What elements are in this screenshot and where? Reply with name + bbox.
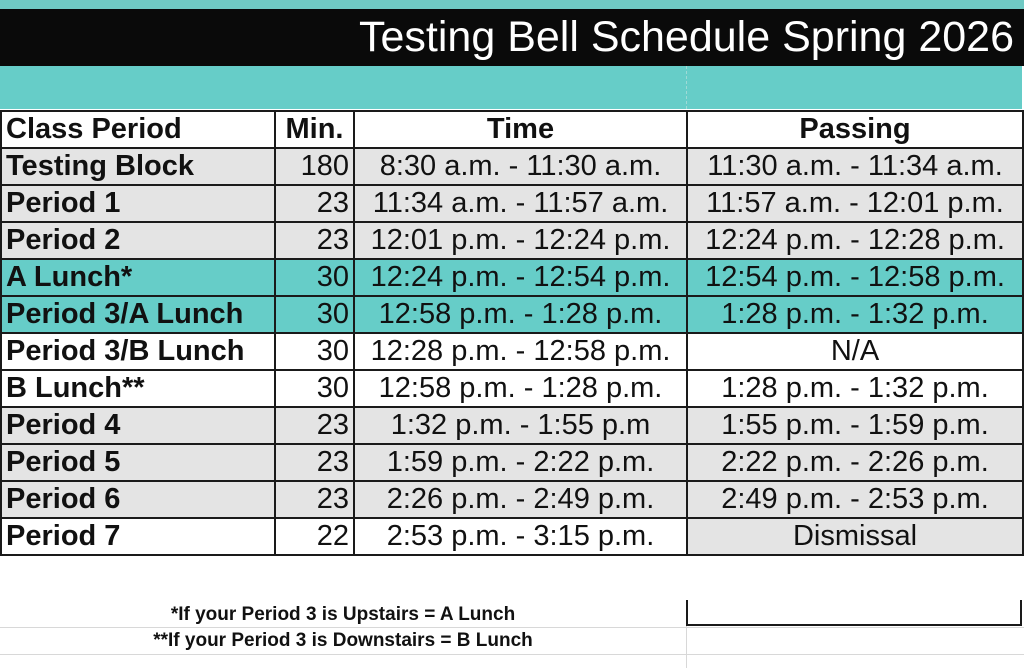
table-row <box>1 185 1023 222</box>
passing-cell: 1:28 p.m. - 1:32 p.m. <box>687 296 1023 333</box>
passing-cell: 12:24 p.m. - 12:28 p.m. <box>687 222 1023 259</box>
table-row <box>1 296 1023 333</box>
class-period-cell: Period 3/B Lunch <box>1 333 275 370</box>
minutes-cell: 22 <box>275 518 354 555</box>
passing-cell: 2:22 p.m. - 2:26 p.m. <box>687 444 1023 481</box>
minutes-cell: 23 <box>275 407 354 444</box>
bell-schedule-table <box>0 110 1024 556</box>
table-row <box>1 407 1023 444</box>
minutes-cell: 30 <box>275 259 354 296</box>
table-row <box>1 222 1023 259</box>
table-row <box>1 481 1023 518</box>
sheet-gridline <box>686 626 687 668</box>
table-row <box>1 444 1023 481</box>
header-row <box>1 111 1023 148</box>
header-class-period: Class Period <box>1 111 275 148</box>
passing-cell: 11:57 a.m. - 12:01 p.m. <box>687 185 1023 222</box>
table-row <box>1 370 1023 407</box>
footnote-upstairs: *If your Period 3 is Upstairs = A Lunch <box>170 604 516 625</box>
time-cell: 12:58 p.m. - 1:28 p.m. <box>354 370 687 407</box>
minutes-cell: 23 <box>275 444 354 481</box>
class-period-cell: B Lunch** <box>1 370 275 407</box>
minutes-cell: 30 <box>275 333 354 370</box>
header-time: Time <box>354 111 687 148</box>
table-row <box>1 259 1023 296</box>
minutes-cell: 180 <box>275 148 354 185</box>
time-cell: 11:34 a.m. - 11:57 a.m. <box>354 185 687 222</box>
minutes-cell: 30 <box>275 296 354 333</box>
footnote-downstairs: **If your Period 3 is Downstairs = B Lunch <box>153 630 533 651</box>
time-cell: 12:24 p.m. - 12:54 p.m. <box>354 259 687 296</box>
time-cell: 12:58 p.m. - 1:28 p.m. <box>354 296 687 333</box>
empty-cell <box>686 600 1022 626</box>
column-divider <box>686 66 687 109</box>
time-cell: 8:30 a.m. - 11:30 a.m. <box>354 148 687 185</box>
minutes-cell: 23 <box>275 185 354 222</box>
header-minutes: Min. <box>275 111 354 148</box>
class-period-cell: Period 2 <box>1 222 275 259</box>
passing-cell: 1:28 p.m. - 1:32 p.m. <box>687 370 1023 407</box>
header-passing: Passing <box>687 111 1023 148</box>
sheet-gridline <box>0 654 1024 655</box>
schedule-title: Testing Bell Schedule Spring 2026 <box>0 9 1024 66</box>
class-period-cell: Period 1 <box>1 185 275 222</box>
passing-cell: 11:30 a.m. - 11:34 a.m. <box>687 148 1023 185</box>
class-period-cell: Period 6 <box>1 481 275 518</box>
time-cell: 1:59 p.m. - 2:22 p.m. <box>354 444 687 481</box>
footnotes <box>0 600 1024 668</box>
class-period-cell: Period 4 <box>1 407 275 444</box>
time-cell: 2:53 p.m. - 3:15 p.m. <box>354 518 687 555</box>
time-cell: 12:28 p.m. - 12:58 p.m. <box>354 333 687 370</box>
class-period-cell: Period 5 <box>1 444 275 481</box>
class-period-cell: Period 7 <box>1 518 275 555</box>
class-period-cell: Testing Block <box>1 148 275 185</box>
time-cell: 2:26 p.m. - 2:49 p.m. <box>354 481 687 518</box>
table-row <box>1 518 1023 555</box>
teal-header-band <box>0 66 1022 109</box>
minutes-cell: 23 <box>275 481 354 518</box>
minutes-cell: 30 <box>275 370 354 407</box>
passing-cell: 1:55 p.m. - 1:59 p.m. <box>687 407 1023 444</box>
time-cell: 1:32 p.m. - 1:55 p.m <box>354 407 687 444</box>
passing-cell: N/A <box>687 333 1023 370</box>
top-color-strip <box>0 0 1024 9</box>
passing-cell: 12:54 p.m. - 12:58 p.m. <box>687 259 1023 296</box>
class-period-cell: A Lunch* <box>1 259 275 296</box>
class-period-cell: Period 3/A Lunch <box>1 296 275 333</box>
passing-cell: Dismissal <box>687 518 1023 555</box>
table-row <box>1 148 1023 185</box>
table-row <box>1 333 1023 370</box>
time-cell: 12:01 p.m. - 12:24 p.m. <box>354 222 687 259</box>
minutes-cell: 23 <box>275 222 354 259</box>
passing-cell: 2:49 p.m. - 2:53 p.m. <box>687 481 1023 518</box>
